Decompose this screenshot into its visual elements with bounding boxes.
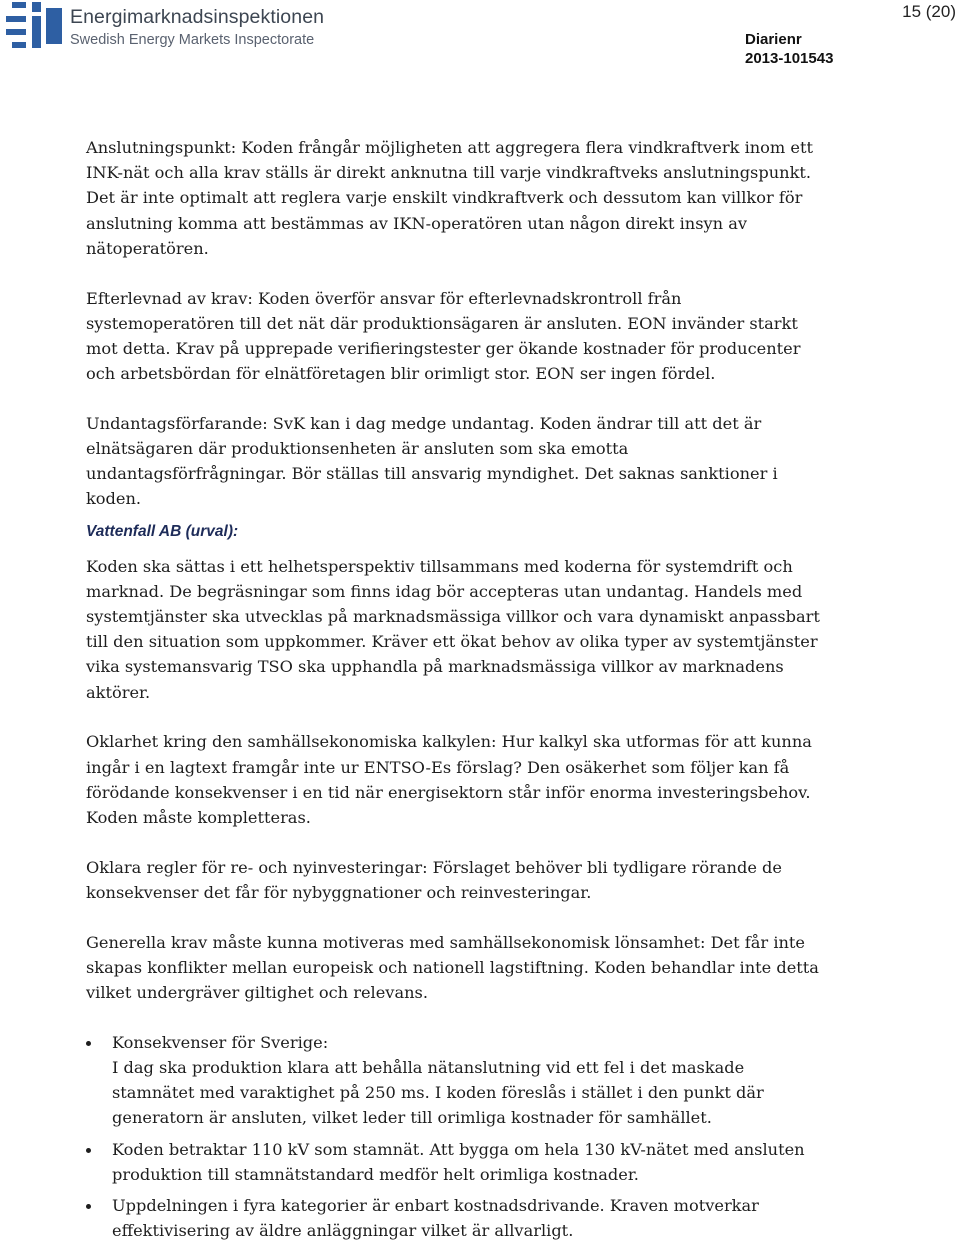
bullet-dot-icon	[86, 1148, 91, 1153]
list-item	[86, 1030, 826, 1131]
bullet-list	[86, 1030, 826, 1244]
org-name: Energimarknadsinspektionen	[70, 6, 325, 28]
bullet-dot-icon	[86, 1041, 91, 1046]
section-heading-vattenfall: Vattenfall AB (urval):	[86, 522, 239, 540]
paragraph-re-och-nyinvesteringar: Oklara regler för re- och nyinvesteringar: Förslaget behöver bli tydligare rörande de konsekvenser det får för nybyggnationer och reinvesteringar.	[86, 857, 782, 902]
page-number: 15 (20)	[902, 2, 956, 21]
diarienr-label: Diarienr	[745, 31, 802, 48]
paragraph-efterlevnad: Efterlevnad av krav: Koden överför ansvar för efterlevnadskrontroll från systemoperatören till det nät där produktionsägaren är ansluten. EON invänder starkt mot detta. Krav på upprepade verifieringstester ger ökande kostnader för producenter och arbetsbördan för elnätföretagen blir orimligt stor. EON ser ingen fördel.	[86, 288, 801, 384]
paragraph-undantagsforfarande: Undantagsförfarande: SvK kan i dag medge undantag. Koden ändrar till att det är elnätsägaren där produktionsenheten är ansluten som ska emotta undantagsförfrågningar. Bör ställas till ansvarig myndighet. Det saknas sanktioner i koden.	[86, 413, 778, 509]
list-item	[86, 1137, 826, 1187]
list-item	[86, 1193, 826, 1243]
list-item-text: I dag ska produktion klara att behålla nätanslutning vid ett fel i det maskade stamnätet med varaktighet på 250 ms. I koden föreslås i stället i den punkt där generatorn är ansluten, vilket leder till orimliga kostnader för samhället.	[112, 1057, 764, 1128]
paragraph-anslutningspunkt: Anslutningspunkt: Koden frångår möjligheten att aggregera flera vindkraftverk inom ett INK-nät och alla krav ställs är direkt anknutna till varje vindkraftveks anslutningspunkt. Det är inte optimalt att reglera varje enskilt vindkraftverk och dessutom kan villkor för anslutning komma att bestämmas av IKN-operatören utan någon direkt insyn av nätoperatören.	[86, 138, 814, 258]
diarienr-value: 2013-101543	[745, 50, 834, 67]
page-header	[0, 0, 960, 80]
bullet-dot-icon	[86, 1204, 91, 1209]
paragraph-helhetsperspektiv: Koden ska sättas i ett helhetsperspektiv tillsammans med koderna för systemdrift och marknad. De begräsningar som finns idag bör accepteras utan undantag. Handels med systemtjänster ska utvecklas på marknadsmässiga villkor och vara dynamiskt anpassbart till den situation som uppkommer. Kräver ett ökat behov av olika typer av systemtjänster vika systemansvarig TSO ska upphandla på marknadsmässiga villkor av marknadens aktörer.	[86, 556, 820, 702]
ei-logo-icon	[6, 2, 64, 50]
document-body	[86, 135, 826, 1249]
list-item-text: Uppdelningen i fyra kategorier är enbart kostnadsdrivande. Kraven motverkar effektivisering av äldre anläggningar vilket är allvarligt.	[112, 1195, 759, 1241]
paragraph-generella-krav: Generella krav måste kunna motiveras med samhällsekonomisk lönsamhet: Det får inte skapas konflikter mellan europeisk och nationell lagstiftning. Koden behandlar inte detta vilket undergräver giltighet och relevans.	[86, 932, 819, 1002]
org-name-english: Swedish Energy Markets Inspectorate	[70, 32, 315, 48]
list-item-title: Konsekvenser för Sverige:	[112, 1032, 329, 1052]
list-item-text: Koden betraktar 110 kV som stamnät. Att bygga om hela 130 kV-nätet med ansluten produktion till stamnätstandard medför helt orimliga kostnader.	[112, 1139, 805, 1184]
paragraph-samhallsekonomiska-kalkylen: Oklarhet kring den samhällsekonomiska kalkylen: Hur kalkyl ska utformas för att kunna ingår i en lagtext framgår inte ur ENTSO-Es förslag? Den osäkerhet som följer kan få förödande konsekvenser i en tid när energisektorn står inför enorma investeringsbehov. Koden måste kompletteras.	[86, 732, 812, 827]
